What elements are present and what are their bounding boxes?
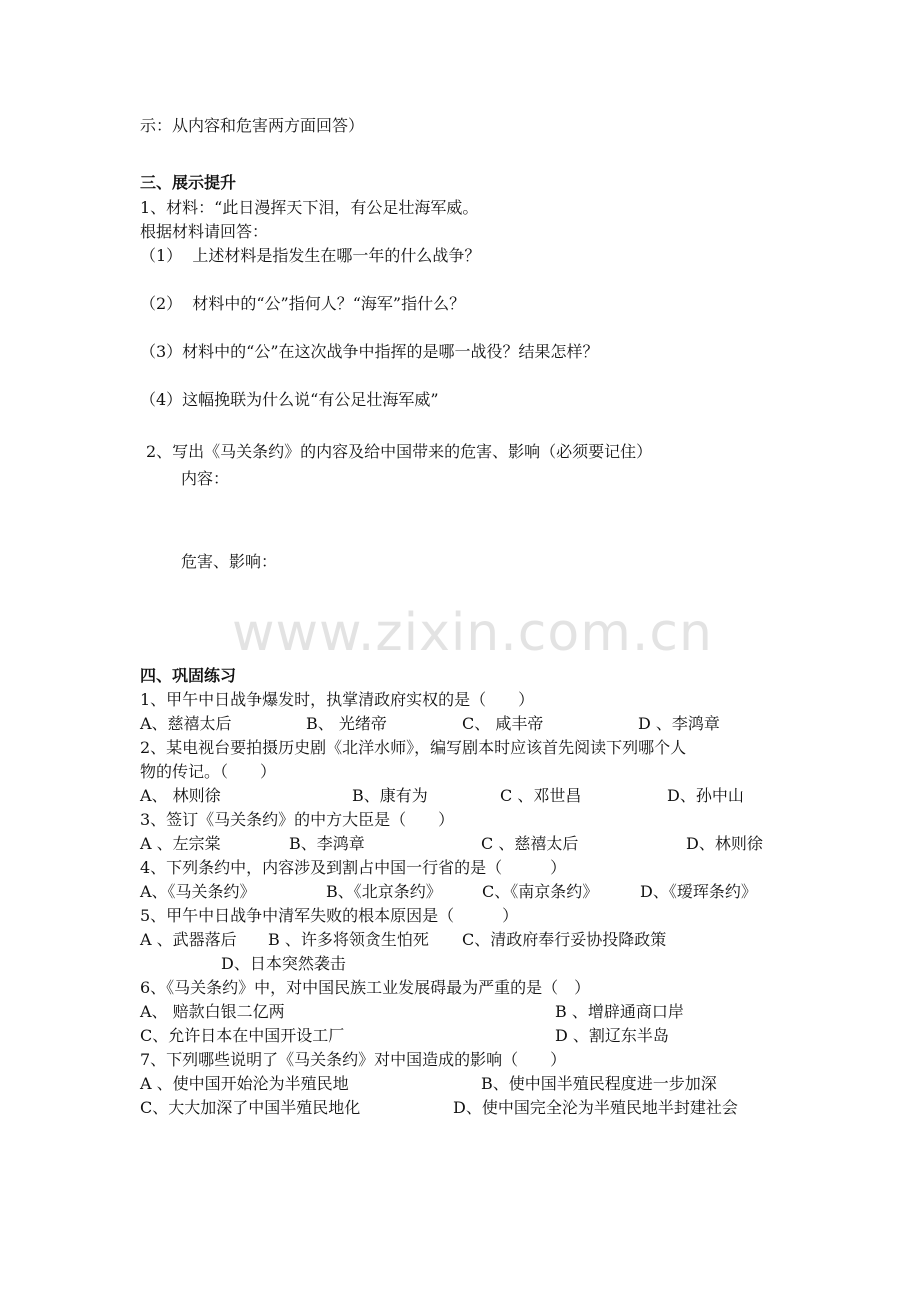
option-d: D 、李鸿章 [638, 714, 720, 733]
section3-heading: 三、展示提升 [140, 173, 237, 192]
s3-q2-content-label: 内容： [181, 469, 230, 488]
s4-q4: 4、下列条约中，内容涉及到割占中国一行省的是（ ） [140, 858, 567, 877]
option-a: A、慈禧太后 [140, 714, 232, 733]
option-c: C、大大加深了中国半殖民地化 [140, 1098, 361, 1117]
option-c: C、清政府奉行妥协投降政策 [462, 930, 667, 949]
s3-q1-prompt: 根据材料请回答： [140, 222, 269, 241]
s3-q2: 2、写出《马关条约》的内容及给中国带来的危害、影响（必须要记住） [146, 442, 653, 461]
s4-q2-line2: 物的传记。（ ） [140, 762, 277, 781]
option-c: C 、慈禧太后 [481, 834, 579, 853]
s4-q6: 6、《马关条约》中，对中国民族工业发展碍最为严重的是（ ） [140, 978, 591, 997]
s3-q2-harm-label: 危害、影响： [181, 552, 278, 571]
option-b: B、《北京条约》 [326, 882, 442, 901]
option-a: A、 赔款白银二亿两 [140, 1002, 285, 1021]
option-d: D、日本突然袭击 [221, 954, 346, 973]
option-a: A 、使中国开始沦为半殖民地 [140, 1074, 349, 1093]
s3-q1-item-4: （4）这幅挽联为什么说“有公足壮海军威” [140, 390, 439, 409]
section4-heading: 四、巩固练习 [140, 666, 237, 685]
s4-q1: 1、甲午中日战争爆发时，执掌清政府实权的是（ ） [140, 690, 535, 709]
option-c: C、允许日本在中国开设工厂 [140, 1026, 345, 1045]
option-c: C 、邓世昌 [500, 786, 582, 805]
option-d: D 、割辽东半岛 [555, 1026, 669, 1045]
option-b: B、李鸿章 [289, 834, 365, 853]
option-d: D、使中国完全沦为半殖民地半封建社会 [453, 1098, 738, 1117]
s3-q1-material: 1、材料：“此日漫挥天下泪，有公足壮海军威。 [140, 198, 479, 217]
option-b: B 、增辟通商口岸 [555, 1002, 684, 1021]
s4-q5: 5、甲午中日战争中清军失败的根本原因是（ ） [140, 906, 519, 925]
option-b: B、使中国半殖民程度进一步加深 [481, 1074, 717, 1093]
option-c: C、 咸丰帝 [462, 714, 544, 733]
option-a: A、 林则徐 [140, 786, 221, 805]
watermark: www.zixin.com.cn [232, 603, 713, 663]
option-b: B、康有为 [352, 786, 428, 805]
option-d: D、林则徐 [686, 834, 763, 853]
s4-q7: 7、下列哪些说明了《马关条约》对中国造成的影响（ ） [140, 1050, 567, 1069]
option-d: D、《瑷珲条约》 [640, 882, 757, 901]
option-a: A、《马关条约》 [140, 882, 256, 901]
s4-q2-line1: 2、某电视台要拍摄历史剧《北洋水师》，编写剧本时应该首先阅读下列哪个人 [140, 738, 687, 757]
s3-q1-item-3: （3）材料中的“公”在这次战争中指挥的是哪一战役？结果怎样？ [140, 342, 599, 361]
option-a: A 、武器落后 [140, 930, 237, 949]
intro-tail-line: 示：从内容和危害两方面回答） [140, 116, 365, 135]
option-b: B、 光绪帝 [306, 714, 387, 733]
option-d: D、孙中山 [667, 786, 744, 805]
option-c: C、《南京条约》 [482, 882, 599, 901]
s4-q3: 3、签订《马关条约》的中方大臣是（ ） [140, 810, 455, 829]
option-a: A 、左宗棠 [140, 834, 221, 853]
s3-q1-item-1: （1） 上述材料是指发生在哪一年的什么战争？ [140, 246, 481, 265]
s3-q1-item-2: （2） 材料中的“公”指何人？“海军”指什么？ [140, 294, 466, 313]
option-b: B 、许多将领贪生怕死 [268, 930, 429, 949]
